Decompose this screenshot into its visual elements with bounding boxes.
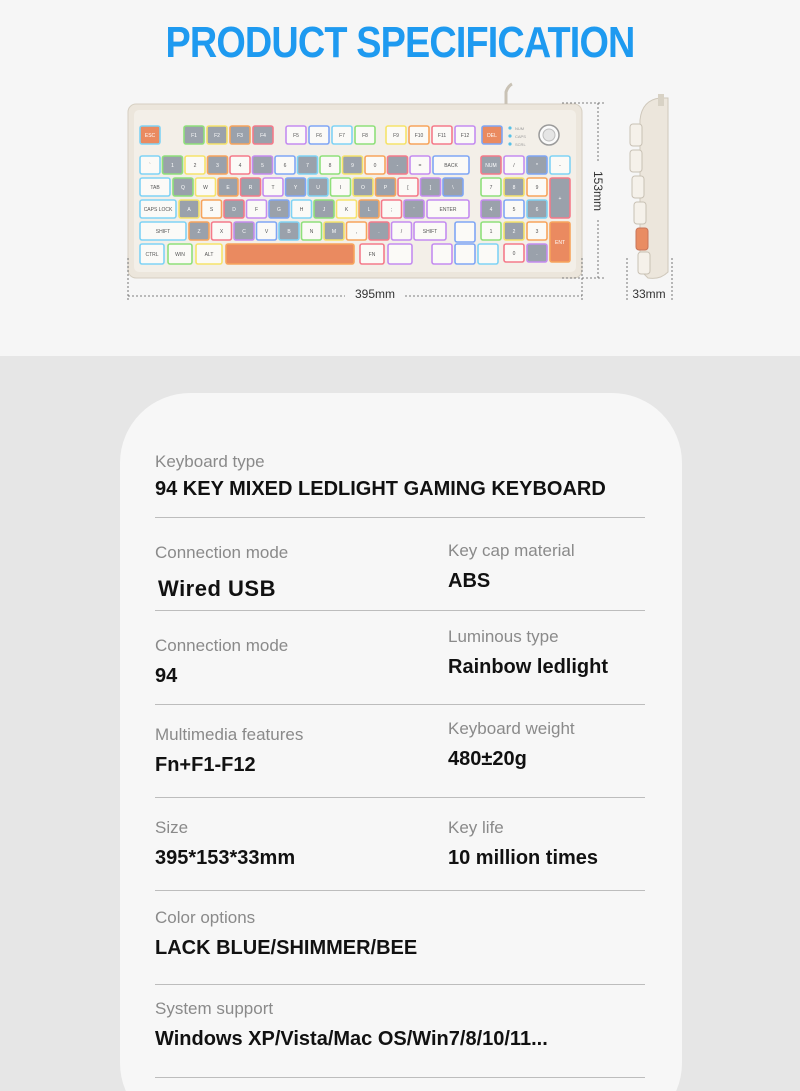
key-letter xyxy=(218,178,238,196)
key-label: G xyxy=(277,207,281,213)
key-label: . xyxy=(536,251,538,257)
key-label: WIN xyxy=(175,252,185,258)
key-label: - xyxy=(396,163,399,169)
key-fn xyxy=(409,126,429,144)
spec-value: LACK BLUE/SHIMMER/BEE xyxy=(155,937,418,959)
key-numpad xyxy=(550,178,570,218)
spec-label: Luminous type xyxy=(448,627,559,646)
key-numpad xyxy=(504,178,524,196)
key-letter xyxy=(398,178,418,196)
key-label: X xyxy=(219,229,224,235)
indicator-num: NUM xyxy=(515,126,525,131)
key-letter xyxy=(314,200,334,218)
key-tab xyxy=(140,178,170,196)
key-label: 7 xyxy=(306,163,309,169)
key-label: 0 xyxy=(512,251,516,257)
key-label: J xyxy=(322,207,326,213)
spec-color-options xyxy=(155,908,417,960)
key-label: ESC xyxy=(144,133,156,139)
key-label: F5 xyxy=(293,133,299,139)
key-label: 6 xyxy=(535,207,539,213)
key-label: 0 xyxy=(373,163,377,169)
indicator-dot xyxy=(508,142,511,145)
key-label: 4 xyxy=(489,207,493,213)
key-label: ` xyxy=(149,163,151,169)
keyboard-illustration xyxy=(0,0,800,356)
height-dimension-label: 153mm xyxy=(591,170,605,212)
key-label: F2 xyxy=(214,133,220,139)
key-label: F6 xyxy=(316,133,322,139)
key-arrow xyxy=(455,222,475,242)
key-fn xyxy=(455,126,475,144)
spec-label: Keyboard weight xyxy=(448,719,575,738)
key-label: R xyxy=(248,185,253,191)
key-space xyxy=(226,244,354,264)
key-letter xyxy=(347,222,367,240)
key-label: . xyxy=(378,229,380,235)
spec-weight xyxy=(448,719,575,771)
key-fn xyxy=(184,126,204,144)
key-number xyxy=(163,156,183,174)
key-fn xyxy=(482,126,502,144)
indicator-dot xyxy=(508,126,511,129)
key-enter xyxy=(427,200,469,218)
spec-label: Multimedia features xyxy=(155,725,304,744)
spec-value: 94 xyxy=(155,665,178,687)
key-label: P xyxy=(383,185,388,191)
key-numpad xyxy=(527,200,547,218)
side-key xyxy=(630,124,642,146)
spec-value: Windows XP/Vista/Mac OS/Win7/8/10/11... xyxy=(155,1028,548,1050)
key-shift-right xyxy=(414,222,446,240)
key-label: N xyxy=(309,229,314,235)
key-label: / xyxy=(513,163,515,169)
key-label: 1 xyxy=(171,163,174,169)
key-label: 1 xyxy=(489,229,493,235)
spec-value: Fn+F1-F12 xyxy=(155,754,256,776)
page-title: PRODUCT SPECIFICATION xyxy=(165,18,635,67)
key-label: F1 xyxy=(191,133,197,139)
key-label: ENT xyxy=(555,240,565,246)
key-light xyxy=(388,244,412,264)
key-number xyxy=(140,156,160,174)
spec-luminous-type xyxy=(448,627,608,679)
divider xyxy=(155,610,645,611)
key-number xyxy=(298,156,318,174)
spec-label: Color options xyxy=(155,908,256,927)
key-label: 2 xyxy=(193,163,197,169)
key-label: T xyxy=(271,185,275,191)
key-letter xyxy=(189,222,209,240)
key-letter xyxy=(196,178,216,196)
key-label: ALT xyxy=(204,252,214,258)
key-number xyxy=(343,156,363,174)
key-label: 9 xyxy=(535,185,539,191)
key-arrow xyxy=(478,244,498,264)
spec-label: Size xyxy=(155,818,189,837)
key-label: 8 xyxy=(512,185,516,191)
key-fn xyxy=(230,126,250,144)
key-letter xyxy=(179,200,199,218)
keyboard-drawing xyxy=(0,0,800,356)
side-cable xyxy=(658,94,664,106)
key-label: E xyxy=(226,185,230,191)
key-fn xyxy=(332,126,352,144)
key-numpad xyxy=(527,222,547,240)
spec-keyboard-type xyxy=(155,452,606,501)
spec-label: System support xyxy=(155,999,274,1018)
key-label: O xyxy=(361,185,365,191)
key-letter xyxy=(257,222,277,240)
key-numpad-enter xyxy=(550,222,570,262)
key-label: L xyxy=(367,207,371,213)
key-label: 9 xyxy=(351,163,354,169)
key-number xyxy=(185,156,205,174)
key-numpad xyxy=(504,244,524,262)
side-key xyxy=(632,176,644,198)
spec-value: 94 KEY MIXED LEDLIGHT GAMING KEYBOARD xyxy=(155,478,606,500)
key-numpad xyxy=(504,156,524,174)
key-label: FN xyxy=(368,252,376,258)
key-label: F11 xyxy=(437,133,447,139)
key-label: B xyxy=(287,229,291,235)
divider xyxy=(155,517,645,518)
key-numpad xyxy=(527,178,547,196)
indicator-scrl: SCRL xyxy=(515,142,526,147)
key-label: / xyxy=(400,229,403,235)
key-label: V xyxy=(264,229,269,235)
depth-dimension-label: 33mm xyxy=(632,287,666,301)
keyboard-side-profile xyxy=(630,94,668,278)
key-letter xyxy=(443,178,463,196)
key-numpad xyxy=(481,222,501,240)
key-label: CAPS LOCK xyxy=(143,207,173,213)
key-letter xyxy=(224,200,244,218)
key-number xyxy=(230,156,250,174)
key-label: = xyxy=(418,163,422,169)
key-label: ENTER xyxy=(439,207,457,213)
spec-label: Connection mode xyxy=(155,543,289,562)
key-label: I xyxy=(339,185,342,191)
key-number xyxy=(253,156,273,174)
key-label: 6 xyxy=(283,163,287,169)
key-letter xyxy=(337,200,357,218)
key-label: F10 xyxy=(414,133,424,139)
key-label: W xyxy=(203,185,208,191)
spec-value: Rainbow ledlight xyxy=(448,656,608,678)
key-label: + xyxy=(558,196,562,202)
key-numpad xyxy=(481,156,501,174)
key-fn-mod xyxy=(360,244,384,264)
key-label: D xyxy=(232,207,236,213)
key-label: 5 xyxy=(512,207,516,213)
key-number xyxy=(320,156,340,174)
divider xyxy=(155,797,645,798)
key-ctrl xyxy=(140,244,164,264)
spec-value: 480±20g xyxy=(448,748,527,770)
key-letter xyxy=(421,178,441,196)
key-label: ; xyxy=(390,207,393,213)
divider xyxy=(155,1077,645,1078)
key-letter xyxy=(369,222,389,240)
key-label: Q xyxy=(181,185,185,191)
key-label: TAB xyxy=(150,185,160,191)
width-dimension-label: 395mm xyxy=(354,287,396,301)
key-numpad xyxy=(527,156,547,174)
key-label: F9 xyxy=(393,133,399,139)
key-numpad xyxy=(550,156,570,174)
key-fn xyxy=(207,126,227,144)
divider xyxy=(155,984,645,985)
key-label: - xyxy=(559,163,561,169)
key-label: C xyxy=(242,229,246,235)
side-key xyxy=(634,202,646,224)
spec-multimedia xyxy=(155,725,303,777)
indicator-dot xyxy=(508,134,511,137)
key-letter xyxy=(353,178,373,196)
spec-value: ABS xyxy=(448,570,491,592)
key-label: \ xyxy=(452,185,454,191)
key-letter xyxy=(359,200,379,218)
key-numpad xyxy=(527,244,547,262)
key-fn xyxy=(432,126,452,144)
spec-label: Connection mode xyxy=(155,636,289,655)
key-letter xyxy=(212,222,232,240)
key-number xyxy=(365,156,385,174)
key-label: NUM xyxy=(485,163,497,169)
key-letter xyxy=(331,178,351,196)
key-letter xyxy=(404,200,424,218)
spec-system-support xyxy=(155,999,548,1051)
key-numpad xyxy=(481,178,501,196)
key-label: 2 xyxy=(512,229,516,235)
key-letter xyxy=(263,178,283,196)
key-letter xyxy=(241,178,261,196)
key-number xyxy=(410,156,430,174)
key-label: U xyxy=(316,185,320,191)
cable xyxy=(506,84,512,104)
side-key xyxy=(638,252,650,274)
key-label: ' xyxy=(413,207,415,213)
key-letter xyxy=(234,222,254,240)
key-letter xyxy=(392,222,412,240)
key-fn xyxy=(253,126,273,144)
key-number xyxy=(275,156,295,174)
key-label: ] xyxy=(429,185,432,191)
key-arrow xyxy=(455,244,475,264)
key-backspace xyxy=(433,156,469,174)
key-label: DEL xyxy=(487,133,497,139)
key-label: 3 xyxy=(535,229,539,235)
key-letter xyxy=(247,200,267,218)
key-label: F7 xyxy=(339,133,345,139)
key-letter xyxy=(269,200,289,218)
key-label: * xyxy=(536,163,538,169)
key-label: 5 xyxy=(261,163,264,169)
side-key-orange xyxy=(636,228,648,250)
key-shift-left xyxy=(140,222,186,240)
divider xyxy=(155,890,645,891)
key-win xyxy=(168,244,192,264)
key-fn xyxy=(286,126,306,144)
key-label: 3 xyxy=(216,163,219,169)
key-arrow xyxy=(432,244,452,264)
spec-key-life xyxy=(448,818,598,870)
indicator-lights xyxy=(508,126,526,147)
key-fn xyxy=(309,126,329,144)
side-key xyxy=(630,150,642,172)
indicator-caps: CAPS xyxy=(515,134,526,139)
key-letter xyxy=(302,222,322,240)
key-label: S xyxy=(209,207,214,213)
key-label: F xyxy=(254,207,259,213)
key-label: A xyxy=(187,207,191,213)
key-number xyxy=(208,156,228,174)
key-fn xyxy=(140,126,160,144)
key-label: 4 xyxy=(238,163,242,169)
spec-value: 10 million times xyxy=(448,847,599,869)
spec-label: Key life xyxy=(448,818,504,837)
key-number xyxy=(388,156,408,174)
key-alt xyxy=(196,244,222,264)
key-numpad xyxy=(481,200,501,218)
divider xyxy=(155,704,645,705)
key-numpad xyxy=(504,222,524,240)
key-label: 7 xyxy=(489,185,493,191)
spec-value: 395*153*33mm xyxy=(155,847,296,869)
key-letter xyxy=(286,178,306,196)
key-label: , xyxy=(355,229,358,235)
key-label: SHIFT xyxy=(155,229,171,235)
key-caps-lock xyxy=(140,200,176,218)
key-letter xyxy=(308,178,328,196)
key-letter xyxy=(324,222,344,240)
volume-knob-center xyxy=(543,129,555,141)
key-label: F4 xyxy=(260,133,266,139)
key-label: H xyxy=(299,207,304,213)
spec-connection-mode xyxy=(155,543,288,602)
key-label: Y xyxy=(293,185,298,191)
key-letter xyxy=(382,200,402,218)
key-label: Z xyxy=(197,229,201,235)
key-label: K xyxy=(344,207,349,213)
key-label: 8 xyxy=(328,163,332,169)
spec-value: Wired USB xyxy=(158,576,276,601)
key-numpad xyxy=(504,200,524,218)
spec-size xyxy=(155,818,295,870)
key-label: [ xyxy=(407,185,409,191)
key-label: BACK xyxy=(444,163,458,169)
key-letter xyxy=(376,178,396,196)
key-letter xyxy=(202,200,222,218)
key-label: F12 xyxy=(460,133,470,139)
spec-label: Key cap material xyxy=(448,541,575,560)
key-fn xyxy=(386,126,406,144)
key-letter xyxy=(173,178,193,196)
key-label: SHIFT xyxy=(422,229,438,235)
key-label: CTRL xyxy=(145,252,159,258)
key-fn xyxy=(355,126,375,144)
key-label: F8 xyxy=(362,133,368,139)
spec-label: Keyboard type xyxy=(155,452,265,471)
key-label: M xyxy=(331,229,337,235)
spec-connection-mode-2 xyxy=(155,636,288,688)
spec-key-cap-material xyxy=(448,541,575,593)
key-letter xyxy=(292,200,312,218)
key-label: F3 xyxy=(237,133,243,139)
key-letter xyxy=(279,222,299,240)
